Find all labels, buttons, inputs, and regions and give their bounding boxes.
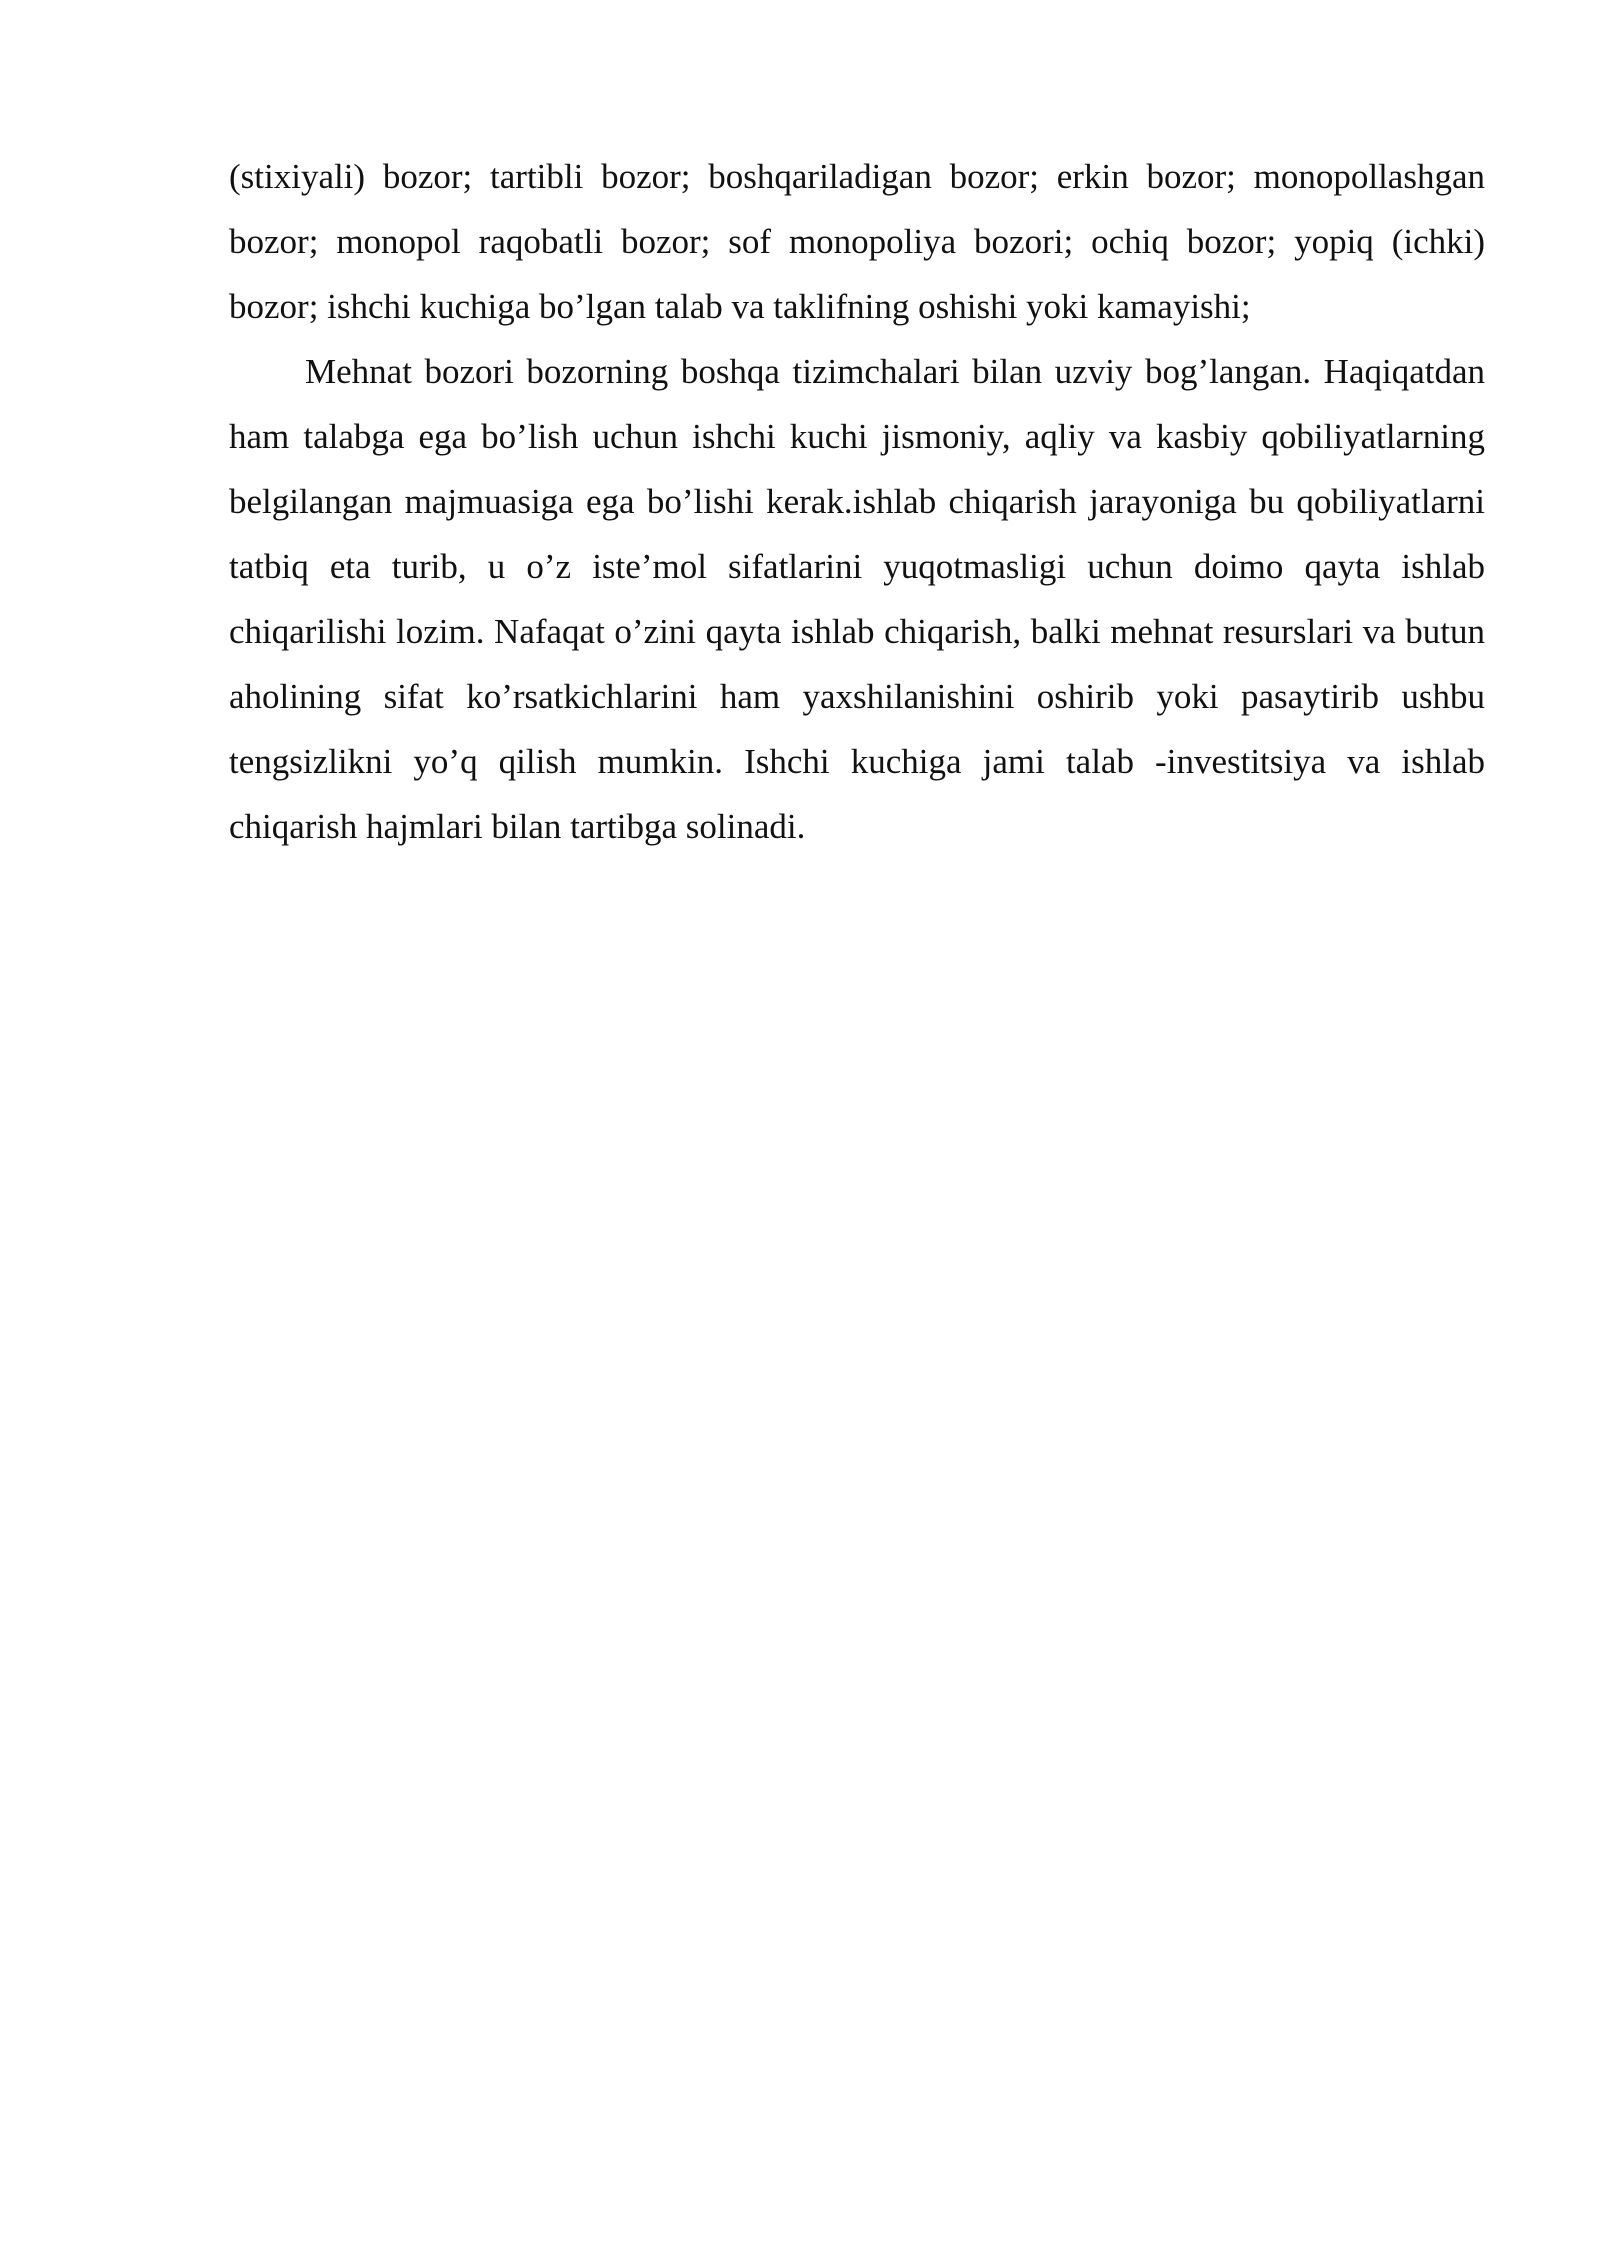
paragraph-labor-market: Mehnat bozori bozorning boshqa tizimchalari bilan uzviy bog’langan. Haqiqatdan ham talabga ega bo’lish uchun ishchi kuchi jismoniy, aqliy va kasbiy qobiliyatlarning belgilangan majmuasiga ega bo’lishi kerak.ishlab chiqarish jarayoniga bu qobiliyatlarni tatbiq eta turib, u o’z iste’mol sifatlarini yuqotmasligi uchun doimo qayta ishlab chiqarilishi lozim. Nafaqat o’zini qayta ishlab chiqarish, balki mehnat resurslari va butun aholining sifat ko’rsatkichlarini ham yaxshilanishini oshirib yoki pasaytirib ushbu tengsizlikni yo’q qilish mumkin. Ishchi kuchiga jami talab -investitsiya va ishlab chiqarish hajmlari bilan tartibga solinadi. xyxy=(229,352,1485,846)
body-text xyxy=(229,144,1485,859)
paragraph-market-types: (stixiyali) bozor; tartibli bozor; boshqariladigan bozor; erkin bozor; monopollashgan bozor; monopol raqobatli bozor; sof monopoliya bozori; ochiq bozor; yopiq (ichki) bozor; ishchi kuchiga bo’lgan talab va taklifning oshishi yoki kamayishi; xyxy=(229,157,1485,326)
